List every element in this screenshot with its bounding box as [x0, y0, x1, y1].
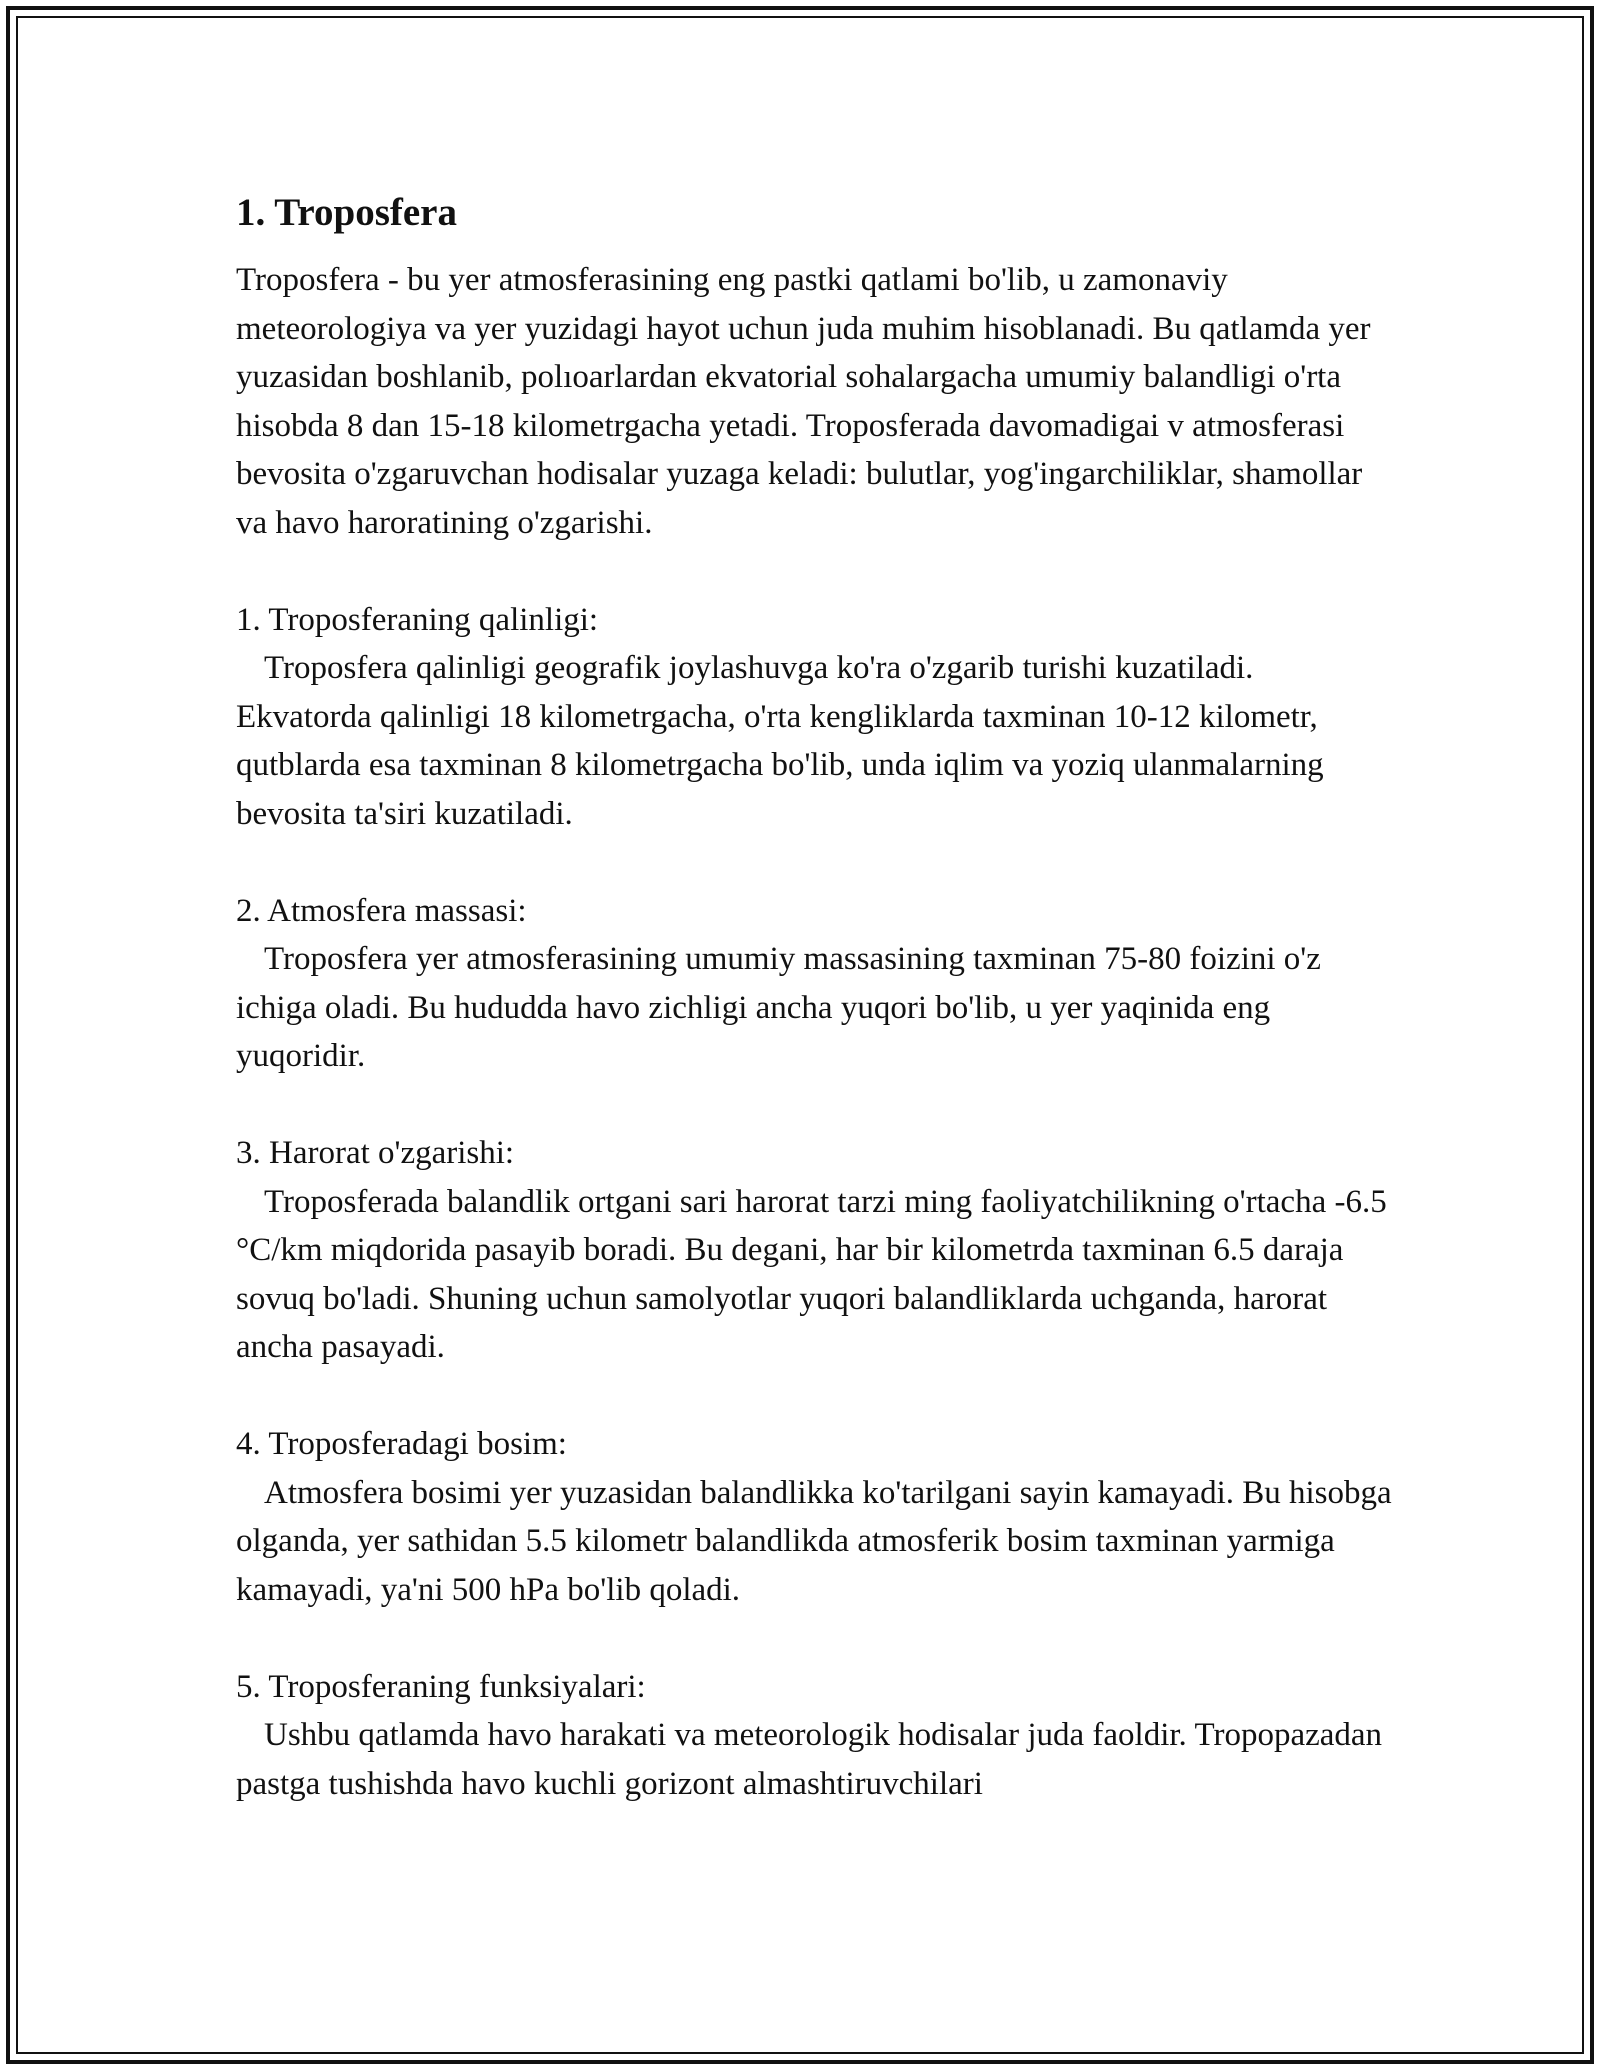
section-thickness [236, 596, 1396, 839]
section-functions [236, 1663, 1396, 1809]
section-body: Troposfera yer atmosferasining umumiy massasining taxminan 75-80 foizini o'z ichiga oladi. Bu hududda havo zichligi ancha yuqori bo'lib, u yer yaqinida eng yuqoridir. [236, 941, 1321, 1074]
section-temperature [236, 1129, 1396, 1372]
section-body: Ushbu qatlamda havo harakati va meteorologik hodisalar juda faoldir. Tropopazadan pastga tushishda havo kuchli gorizont almashtiruvchilari [236, 1717, 1383, 1802]
document-title: 1. Troposfera [236, 191, 457, 234]
section-pressure [236, 1420, 1396, 1614]
section-heading: 1. Troposferaning qalinligi: [236, 601, 599, 638]
section-heading: 2. Atmosfera massasi: [236, 892, 527, 929]
section-body: Troposferada balandlik ortgani sari harorat tarzi ming faoliyatchilikning o'rtacha -6.5 °C/km miqdorida pasayib boradi. Bu degani, har bir kilometrda taxminan 6.5 daraja sovuq bo'ladi. Shuning uchun samolyotlar yuqori balandliklarda uchganda, harorat ancha pasayadi. [236, 1183, 1387, 1365]
section-heading: 5. Troposferaning funksiyalari: [236, 1668, 646, 1705]
intro-paragraph: Troposfera - bu yer atmosferasining eng pastki qatlami bo'lib, u zamonaviy meteorologiya va yer yuzidagi hayot uchun juda muhim hisoblanadi. Bu qatlamda yer yuzasidan boshlanib, polıoarlardan ekvatorial sohalargacha umumiy balandligi o'rta hisobda 8 dan 15-18 kilometrgacha yetadi. Troposferada davomadigai v atmosferasi bevosita o'zgaruvchan hodisalar yuzaga keladi: bulutlar, yog'ingarchiliklar, shamollar va havo haroratining o'zgarishi. [236, 262, 1371, 541]
document-body [236, 188, 1396, 1808]
section-mass [236, 887, 1396, 1081]
section-heading: 3. Harorat o'zgarishi: [236, 1135, 515, 1171]
section-body: Troposfera qalinligi geografik joylashuvga ko'ra o'zgarib turishi kuzatiladi. Ekvatorda qalinligi 18 kilometrgacha, o'rta kengliklarda taxminan 10-12 kilometr, qutblarda esa taxminan 8 kilometrgacha bo'lib, unda iqlim va yoziq ulanmalarning bevosita ta'siri kuzatiladi. [236, 650, 1324, 832]
section-heading: 4. Troposferadagi bosim: [236, 1426, 567, 1462]
section-body: Atmosfera bosimi yer yuzasidan balandlikka ko'tarilgani sayin kamayadi. Bu hisobga olganda, yer sathidan 5.5 kilometr balandlikda atmosferik bosim taxminan yarmiga kamayadi, ya'ni 500 hPa bo'lib qoladi. [236, 1474, 1392, 1608]
